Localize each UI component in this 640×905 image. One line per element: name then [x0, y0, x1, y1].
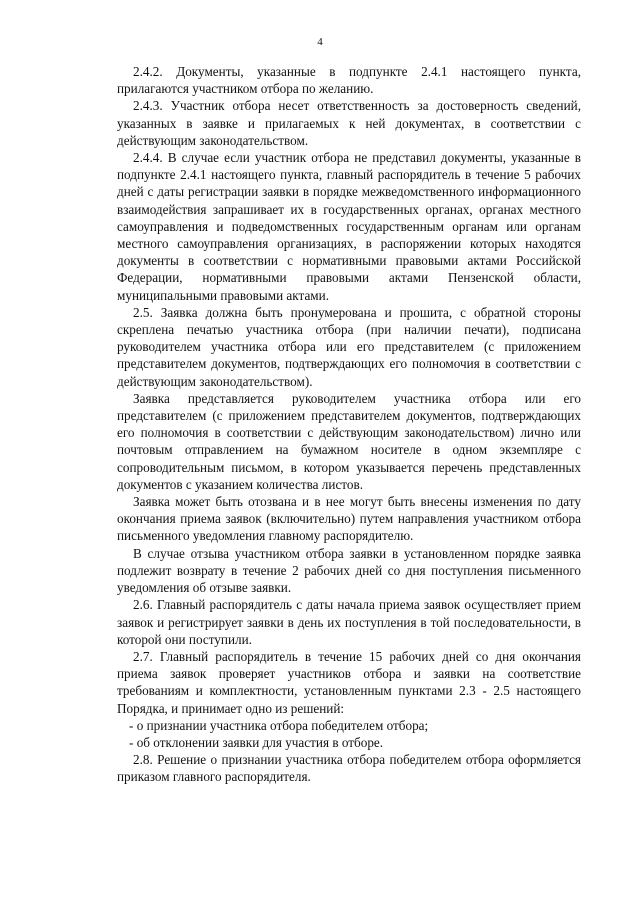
- paragraph-2-4-4: 2.4.4. В случае если участник отбора не представил документы, указанные в подпункте 2.4.1 настоящего пункта, главный распорядитель в течение 5 рабочих дней с даты регистрации заявки в порядке межведомственного информационного взаимодействия запрашивает их в государственных органах, органах местного самоуправления и подведомственных государственным органам или органам местного самоуправления организациях, в распоряжении которых находятся документы в соответствии с нормативными правовыми актами Российской Федерации, нормативными правовыми актами Пензенской области, муниципальными правовыми актами.: [117, 150, 581, 303]
- list-item-rejection: - об отклонении заявки для участия в отборе.: [129, 734, 384, 750]
- page-number: 4: [317, 36, 323, 48]
- paragraph-2-8: 2.8. Решение о признании участника отбора победителем отбора оформляется приказом главного распорядителя.: [117, 752, 581, 785]
- paragraph-2-4-2: 2.4.2. Документы, указанные в подпункте 2.4.1 настоящего пункта, прилагаются участником отбора по желанию.: [117, 64, 581, 97]
- paragraph-2-5: 2.5. Заявка должна быть пронумерована и прошита, с обратной стороны скреплена печатью участника отбора (при наличии печати), подписана руководителем участника отбора или его представителем (с приложением представителем документов, подтверждающих его полномочия в соответствии с действующим законодательством).: [117, 304, 581, 389]
- paragraph-2-7: 2.7. Главный распорядитель в течение 15 рабочих дней со дня окончания приема заявок проверяет участников отбора и заявки на соответствие требованиям и комплектности, установленным пунктами 2.3 - 2.5 настоящего Порядка, и принимает одно из решений:: [117, 648, 581, 716]
- document-body: [117, 63, 581, 786]
- paragraph-return: В случае отзыва участником отбора заявки в установленном порядке заявка подлежит возврату в течение 2 рабочих дней со дня поступления письменного уведомления об отзыве заявки.: [117, 545, 581, 596]
- paragraph-submission: Заявка представляется руководителем участника отбора или его представителем (с приложением представителем документов, подтверждающих его полномочия в соответствии с действующим законодательством) лично или почтовым отправлением на бумажном носителе в одном экземпляре с сопроводительным письмом, в котором указывается перечень представленных документов с указанием количества листов.: [117, 390, 581, 492]
- list-item-winner: - о признании участника отбора победителем отбора;: [129, 717, 429, 733]
- paragraph-2-4-3: 2.4.3. Участник отбора несет ответственность за достоверность сведений, указанных в заявке и прилагаемых к ней документах, в соответствии с действующим законодательством.: [117, 98, 581, 148]
- paragraph-withdrawal: Заявка может быть отозвана и в нее могут быть внесены изменения по дату окончания приема заявок (включительно) путем направления участником отбора письменного уведомления главному распорядителю.: [117, 494, 581, 544]
- paragraph-2-6: 2.6. Главный распорядитель с даты начала приема заявок осуществляет прием заявок и регистрирует заявки в день их поступления в той последовательности, в которой они поступили.: [117, 597, 581, 647]
